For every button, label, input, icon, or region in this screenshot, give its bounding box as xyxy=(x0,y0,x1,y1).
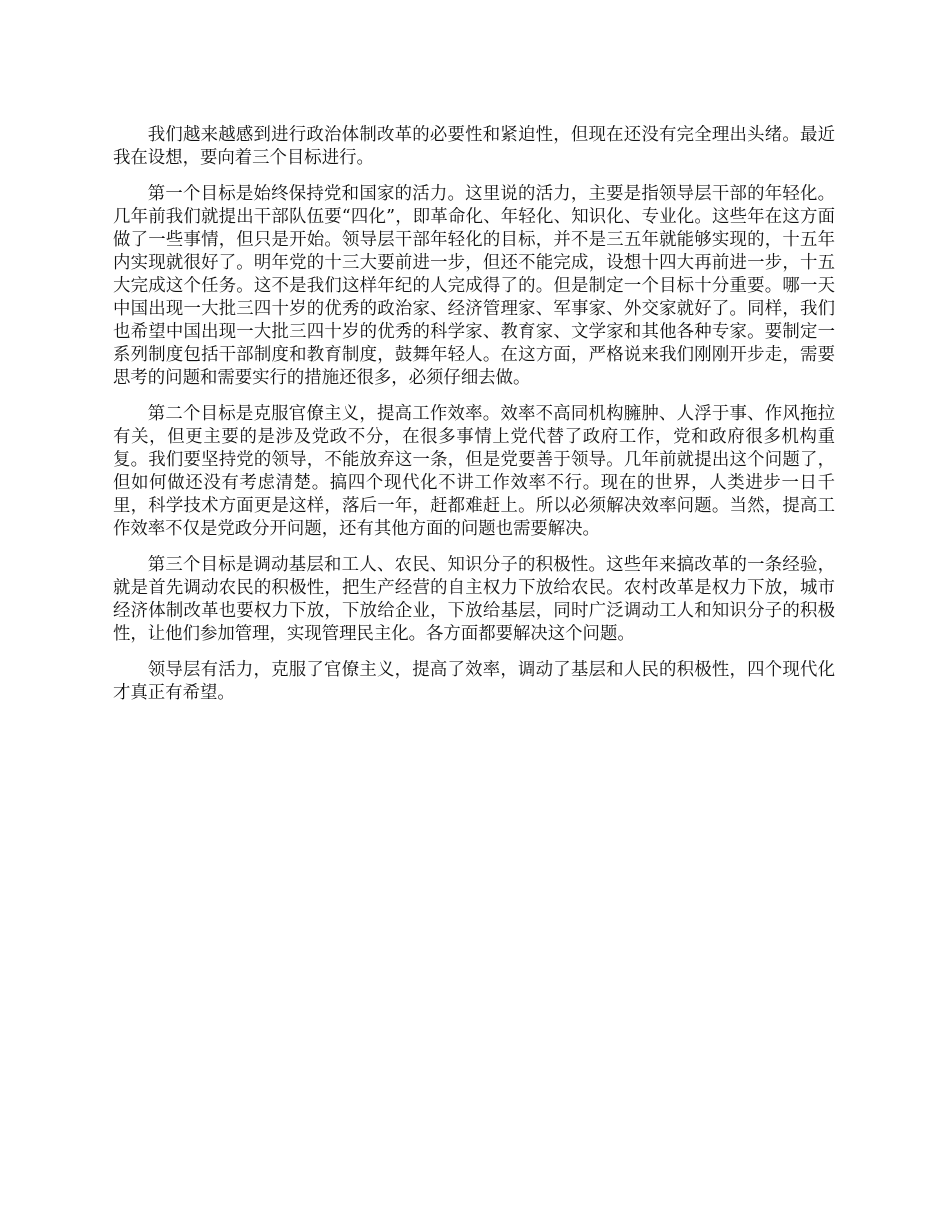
paragraph-goal-two: 第二个目标是克服官僚主义，提高工作效率。效率不高同机构臃肿、人浮于事、作风拖拉有关，但更主要的是涉及党政不分，在很多事情上党代替了政府工作，党和政府很多机构重复。我们要坚持党的领导，不能放弃这一条，但是党要善于领导。几年前就提出这个问题了，但如何做还没有考虑清楚。搞四个现代化不讲工作效率不行。现在的世界，人类进步一日千里，科学技术方面更是这样，落后一年，赶都难赶上。所以必须解决效率问题。当然，提高工作效率不仅是党政分开问题，还有其他方面的问题也需要解决。 xyxy=(113,404,835,539)
paragraph-conclusion: 领导层有活力，克服了官僚主义，提高了效率，调动了基层和人民的积极性，四个现代化才真正有希望。 xyxy=(113,660,835,703)
paragraph-goal-three: 第三个目标是调动基层和工人、农民、知识分子的积极性。这些年来搞改革的一条经验，就是首先调动农民的积极性，把生产经营的自主权力下放给农民。农村改革是权力下放，城市经济体制改革也要权力下放，下放给企业，下放给基层，同时广泛调动工人和知识分子的积极性，让他们参加管理，实现管理民主化。各方面都要解决这个问题。 xyxy=(113,555,835,644)
document-body xyxy=(113,124,835,718)
paragraph-goal-one: 第一个目标是始终保持党和国家的活力。这里说的活力，主要是指领导层干部的年轻化。几年前我们就提出干部队伍要“四化”，即革命化、年轻化、知识化、专业化。这些年在这方面做了一些事情，但只是开始。领导层干部年轻化的目标，并不是三五年就能够实现的，十五年内实现就很好了。明年党的十三大要前进一步，但还不能完成，设想十四大再前进一步，十五大完成这个任务。这不是我们这样年纪的人完成得了的。但是制定一个目标十分重要。哪一天中国出现一大批三四十岁的优秀的政治家、经济管理家、军事家、外交家就好了。同样，我们也希望中国出现一大批三四十岁的优秀的科学家、教育家、文学家和其他各种专家。要制定一系列制度包括干部制度和教育制度，鼓舞年轻人。在这方面，严格说来我们刚刚开步走，需要思考的问题和需要实行的措施还很多，必须仔细去做。 xyxy=(113,184,835,388)
paragraph-intro: 我们越来越感到进行政治体制改革的必要性和紧迫性，但现在还没有完全理出头绪。最近我在设想，要向着三个目标进行。 xyxy=(113,125,835,168)
